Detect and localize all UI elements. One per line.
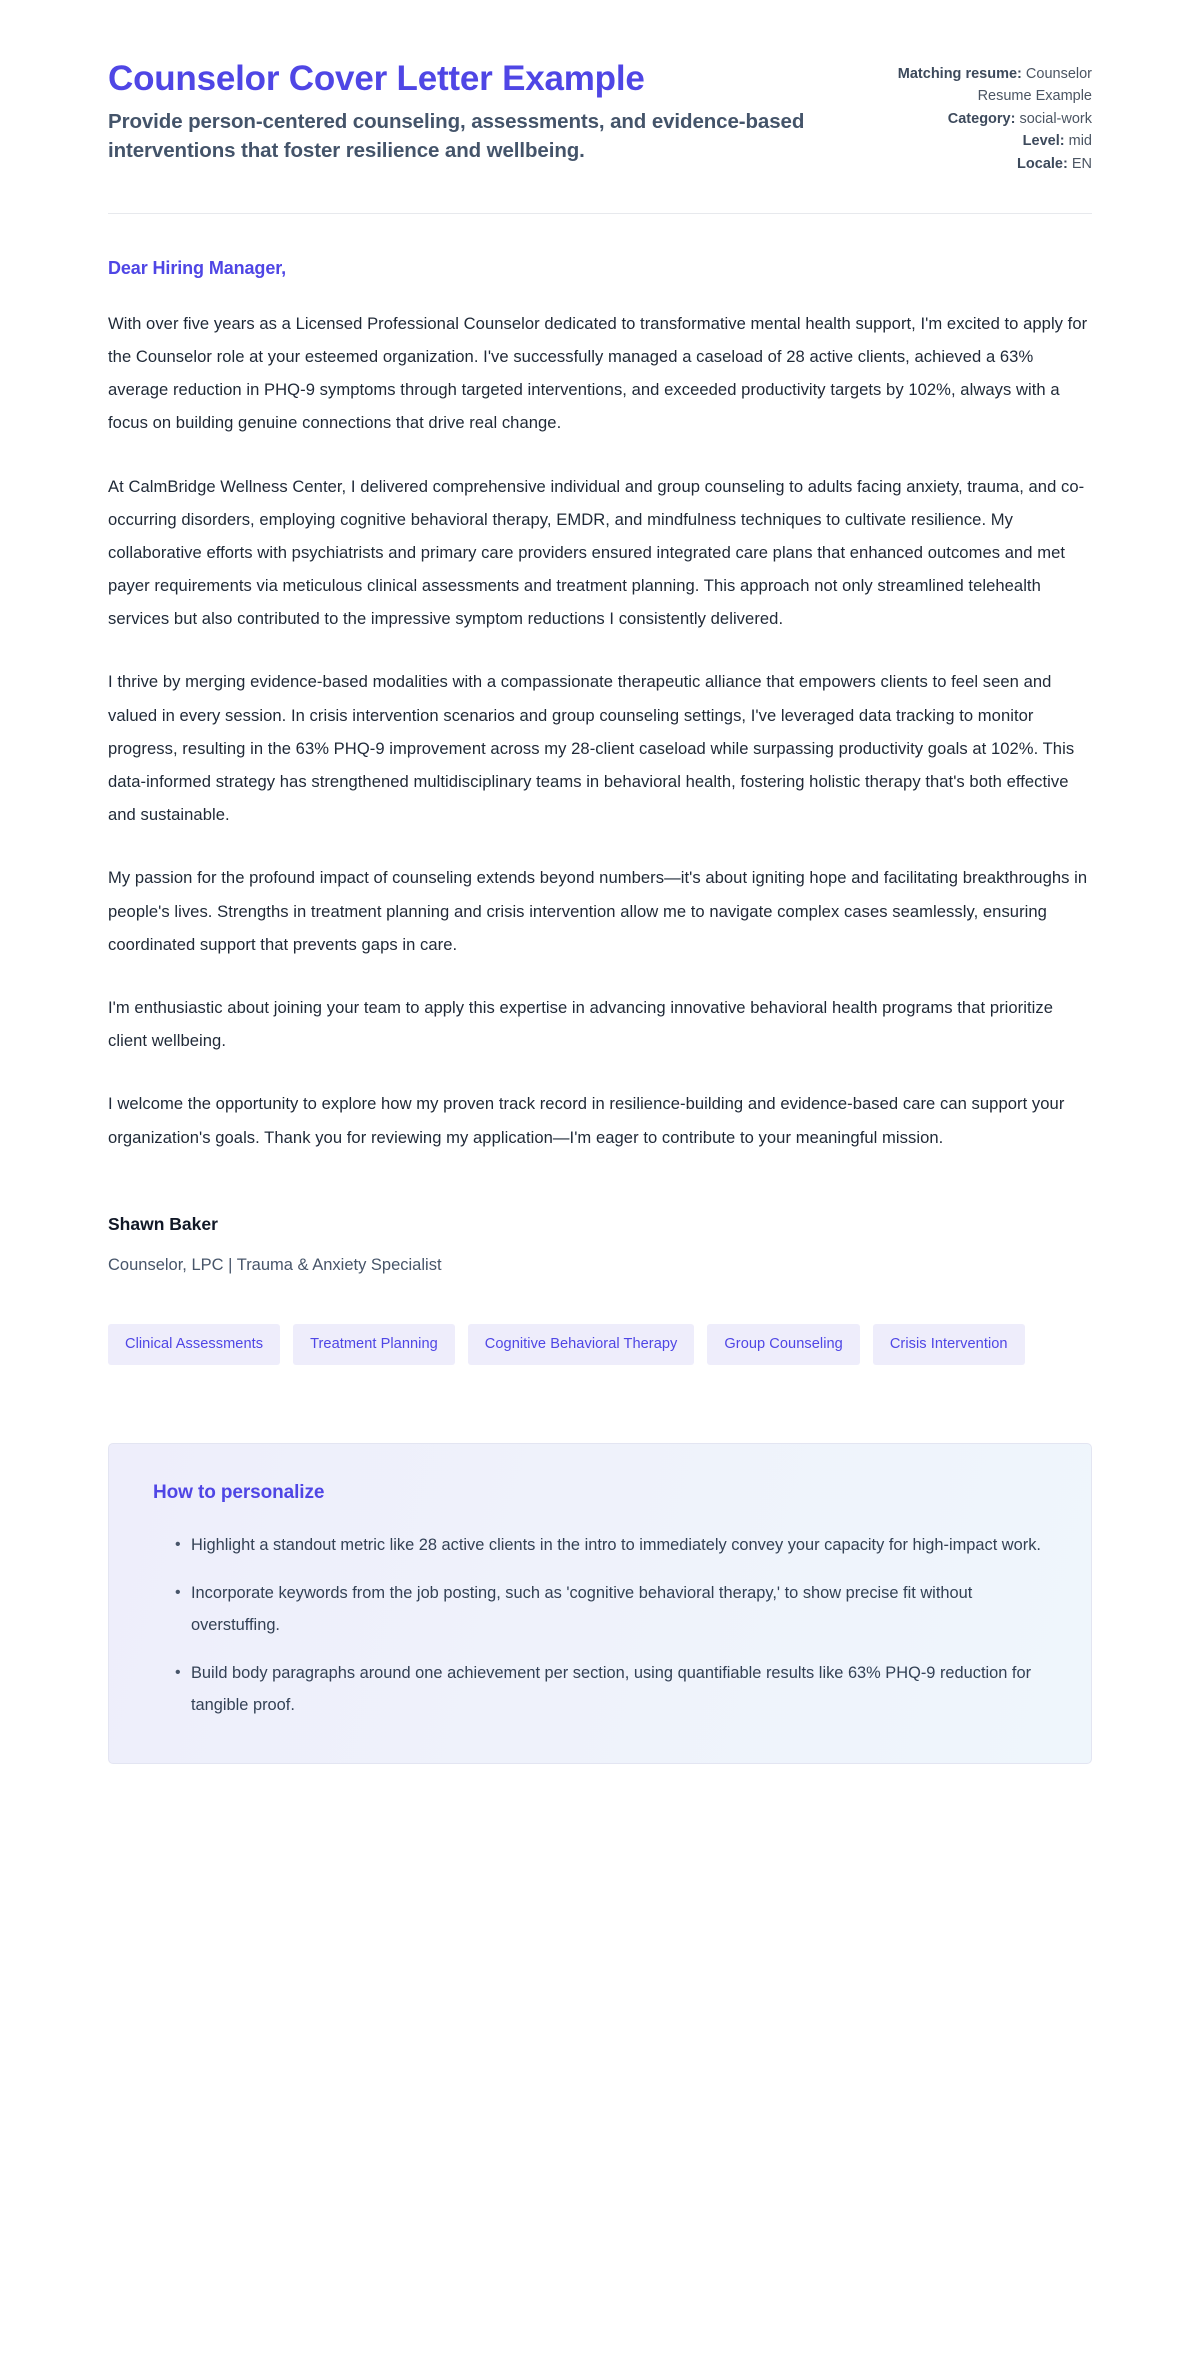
meta-category-value: social-work xyxy=(1019,110,1092,127)
letter-body xyxy=(0,258,1200,1154)
salutation: Dear Hiring Manager, xyxy=(108,257,287,278)
skill-tag[interactable]: Group Counseling xyxy=(707,1324,859,1365)
letter-paragraph: I'm enthusiastic about joining your team to apply this expertise in advancing innovative behavioral health programs that prioritize client wellbeing. xyxy=(108,997,1054,1051)
meta-matching-resume xyxy=(877,64,1092,108)
meta-level-value: mid xyxy=(1068,133,1092,150)
letter-paragraph: I thrive by merging evidence-based modalities with a compassionate therapeutic alliance that empowers clients to feel seen and valued in every session. In crisis intervention scenarios and group counseling settings, I've leveraged data tracking to monitor progress, resulting in the 63% PHQ-9 improvement across my 28-client caseload while surpassing productivity goals at 102%. This data-informed strategy has strengthened multidisciplinary teams in behavioral health, fostering holistic therapy that's both effective and sustainable. xyxy=(108,672,1075,825)
skill-tag[interactable]: Crisis Intervention xyxy=(873,1324,1025,1365)
signature-name: Shawn Baker xyxy=(108,1213,218,1234)
page-bottom-spacer xyxy=(0,1764,1200,1884)
header-title-block xyxy=(108,58,841,166)
meta-locale-label: Locale: xyxy=(1017,156,1068,172)
skill-tag-list xyxy=(0,1324,1200,1365)
meta-category xyxy=(877,109,1092,131)
signature-role: Counselor, LPC | Trauma & Anxiety Specialist xyxy=(108,1255,442,1274)
document-header xyxy=(0,0,1200,177)
signature-block xyxy=(0,1210,1200,1278)
meta-locale-value: EN xyxy=(1071,156,1092,172)
document-metadata xyxy=(877,58,1092,177)
personalize-callout xyxy=(108,1443,1092,1765)
skill-tag[interactable]: Clinical Assessments xyxy=(108,1324,280,1365)
page-subtitle: Provide person-centered counseling, assessments, and evidence-based interventions that foster resilience and wellbeing. xyxy=(108,110,805,163)
meta-level-label: Level: xyxy=(1022,133,1065,150)
meta-locale xyxy=(877,154,1092,176)
skill-tag[interactable]: Cognitive Behavioral Therapy xyxy=(468,1324,695,1365)
header-divider xyxy=(108,213,1092,214)
meta-level xyxy=(877,131,1092,153)
meta-category-label: Category: xyxy=(947,110,1016,127)
letter-paragraph: I welcome the opportunity to explore how my proven track record in resilience-building and evidence-based care can support your organization's goals. Thank you for reviewing my application—I'm eager to contribute to your meaningful mission. xyxy=(108,1094,1065,1147)
callout-list xyxy=(153,1530,1047,1722)
callout-list-item: • Incorporate keywords from the job posting, such as 'cognitive behavioral therapy,' to show precise fit without overstuffing. xyxy=(175,1578,1047,1641)
letter-paragraph: My passion for the profound impact of counseling extends beyond numbers—it's about igniting hope and facilitating breakthroughs in people's lives. Strengths in treatment planning and crisis intervention allow me to navigate complex cases seamlessly, ensuring coordinated support that prevents gaps in care. xyxy=(108,868,1088,954)
callout-title: How to personalize xyxy=(153,1481,325,1503)
letter-paragraph: At CalmBridge Wellness Center, I delivered comprehensive individual and group counseling to adults facing anxiety, trauma, and co-occurring disorders, employing cognitive behavioral therapy, EMDR, and mindfulness techniques to cultivate resilience. My collaborative efforts with psychiatrists and primary care providers ensured integrated care plans that enhanced outcomes and met payer requirements via meticulous clinical assessments and treatment planning. This approach not only streamlined telehealth services but also contributed to the impressive symptom reductions I consistently delivered. xyxy=(108,476,1085,629)
meta-matching-resume-label: Matching resume: xyxy=(897,66,1022,82)
meta-matching-resume-value: Counselor Resume Example xyxy=(977,66,1092,104)
letter-paragraph: With over five years as a Licensed Professional Counselor dedicated to transformative mental health support, I'm excited to apply for the Counselor role at your esteemed organization. I've successfully managed a caseload of 28 active clients, achieved a 63% average reduction in PHQ-9 symptoms through targeted interventions, and exceeded productivity targets by 102%, always with a focus on building genuine connections that drive real change. xyxy=(108,313,1088,433)
callout-list-item: • Build body paragraphs around one achievement per section, using quantifiable results like 63% PHQ-9 reduction for tangible proof. xyxy=(175,1658,1047,1721)
callout-list-item: • Highlight a standout metric like 28 active clients in the intro to immediately convey your capacity for high-impact work. xyxy=(175,1530,1047,1562)
page-title: Counselor Cover Letter Example xyxy=(108,59,645,98)
skill-tag[interactable]: Treatment Planning xyxy=(293,1324,455,1365)
